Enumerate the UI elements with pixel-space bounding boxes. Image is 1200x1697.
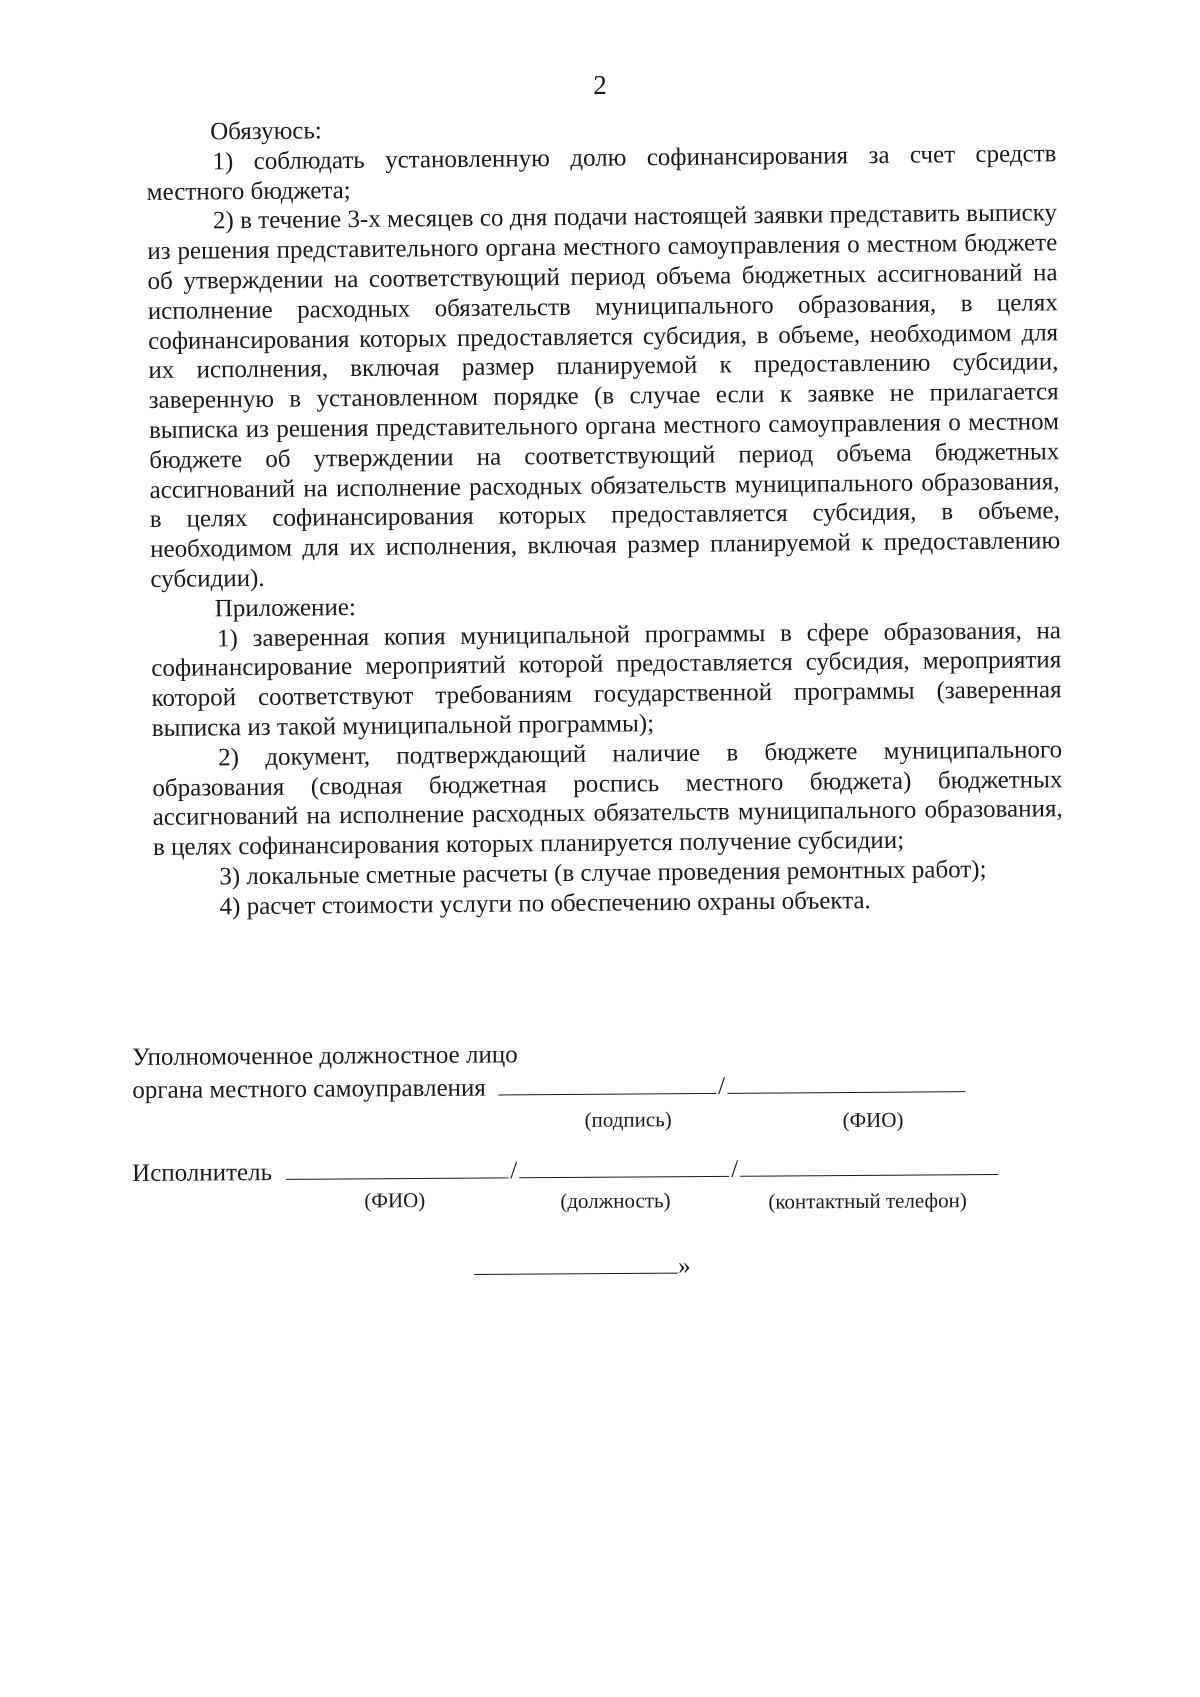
official-title-line2-row xyxy=(132,1067,1032,1103)
caption-executor-name: (ФИО) xyxy=(364,1187,426,1213)
attachment-item-1: 1) заверенная копия муниципальной программы в сфере образования, на софинансирование мероприятий которой предоставляется субсидия, мероприятия которой соответствуют требованиям государственной программы (заверенная выписка из такой муниципальной программы); xyxy=(151,616,1062,742)
executor-row xyxy=(132,1150,1032,1186)
slash-separator: / xyxy=(510,1157,518,1185)
page-number: 2 xyxy=(593,70,607,100)
closing-blank-line xyxy=(474,1249,678,1275)
caption-official-name: (ФИО) xyxy=(842,1107,904,1133)
signature-blank-line xyxy=(498,1069,716,1096)
commit-item-2: 2) в течение 3-х месяцев со дня подачи настоящей заявки представить выписку из решения представительного органа местного самоуправления о местном бюджете об утверждении на соответствующий период объема бюджетных ассигнований на исполнение расходных обязательств муниципального образования, в целях софинансирования которых предоставляется субсидия, в объеме, необходимом для их исполнения, включая размер планируемой к предоставлению субсидии, заверенную в установленном порядке (в случае если к заявке не прилагается выписка из решения представительного органа местного самоуправления о местном бюджете об утверждении на соответствующий период объема бюджетных ассигнований на исполнение расходных обязательств муниципального образования, в целях софинансирования которых предоставляется субсидия, в объеме, необходимом для их исполнения, включая размер планируемой к предоставлению субсидии). xyxy=(147,199,1061,593)
caption-phone: (контактный телефон) xyxy=(768,1188,967,1214)
attachment-heading: Приложение: xyxy=(214,593,356,623)
executor-label: Исполнитель xyxy=(132,1159,273,1187)
attachment-item-3: 3) локальные сметные расчеты (в случае проведения ремонтных работ); xyxy=(219,855,987,891)
slash-separator: / xyxy=(718,1072,726,1100)
executor-block xyxy=(132,1150,1032,1214)
closing-quote: » xyxy=(678,1252,691,1280)
official-signature-block xyxy=(132,1037,1032,1133)
executor-name-blank-line xyxy=(286,1153,508,1180)
attachment-item-4: 4) расчет стоимости услуги по обеспечению охраны объекта. xyxy=(219,886,871,921)
executor-phone-blank-line xyxy=(740,1150,998,1177)
closing-row xyxy=(474,1248,734,1280)
executor-position-blank-line xyxy=(519,1152,729,1178)
caption-position: (должность) xyxy=(560,1188,671,1214)
official-title-line1: Уполномоченное должностное лицо xyxy=(132,1041,518,1071)
body-text xyxy=(146,109,1064,922)
official-title-line2: органа местного самоуправления xyxy=(132,1074,486,1104)
official-name-blank-line xyxy=(727,1067,965,1094)
slash-separator: / xyxy=(731,1155,739,1183)
attachment-item-2: 2) документ, подтверждающий наличие в бюджете муниципального образования (сводная бюджетная роспись местного бюджета) бюджетных ассигнований на исполнение расходных обязательств муниципального образования, в целях софинансирования которых планируется получение субсидии; xyxy=(152,735,1063,862)
commit-heading: Обязуюсь: xyxy=(210,117,322,146)
caption-signature: (подпись) xyxy=(584,1107,672,1132)
closing-block xyxy=(474,1248,734,1280)
commit-item-1: 1) соблюдать установленную долю софинансирования за счет средств местного бюджета; xyxy=(146,140,1057,206)
